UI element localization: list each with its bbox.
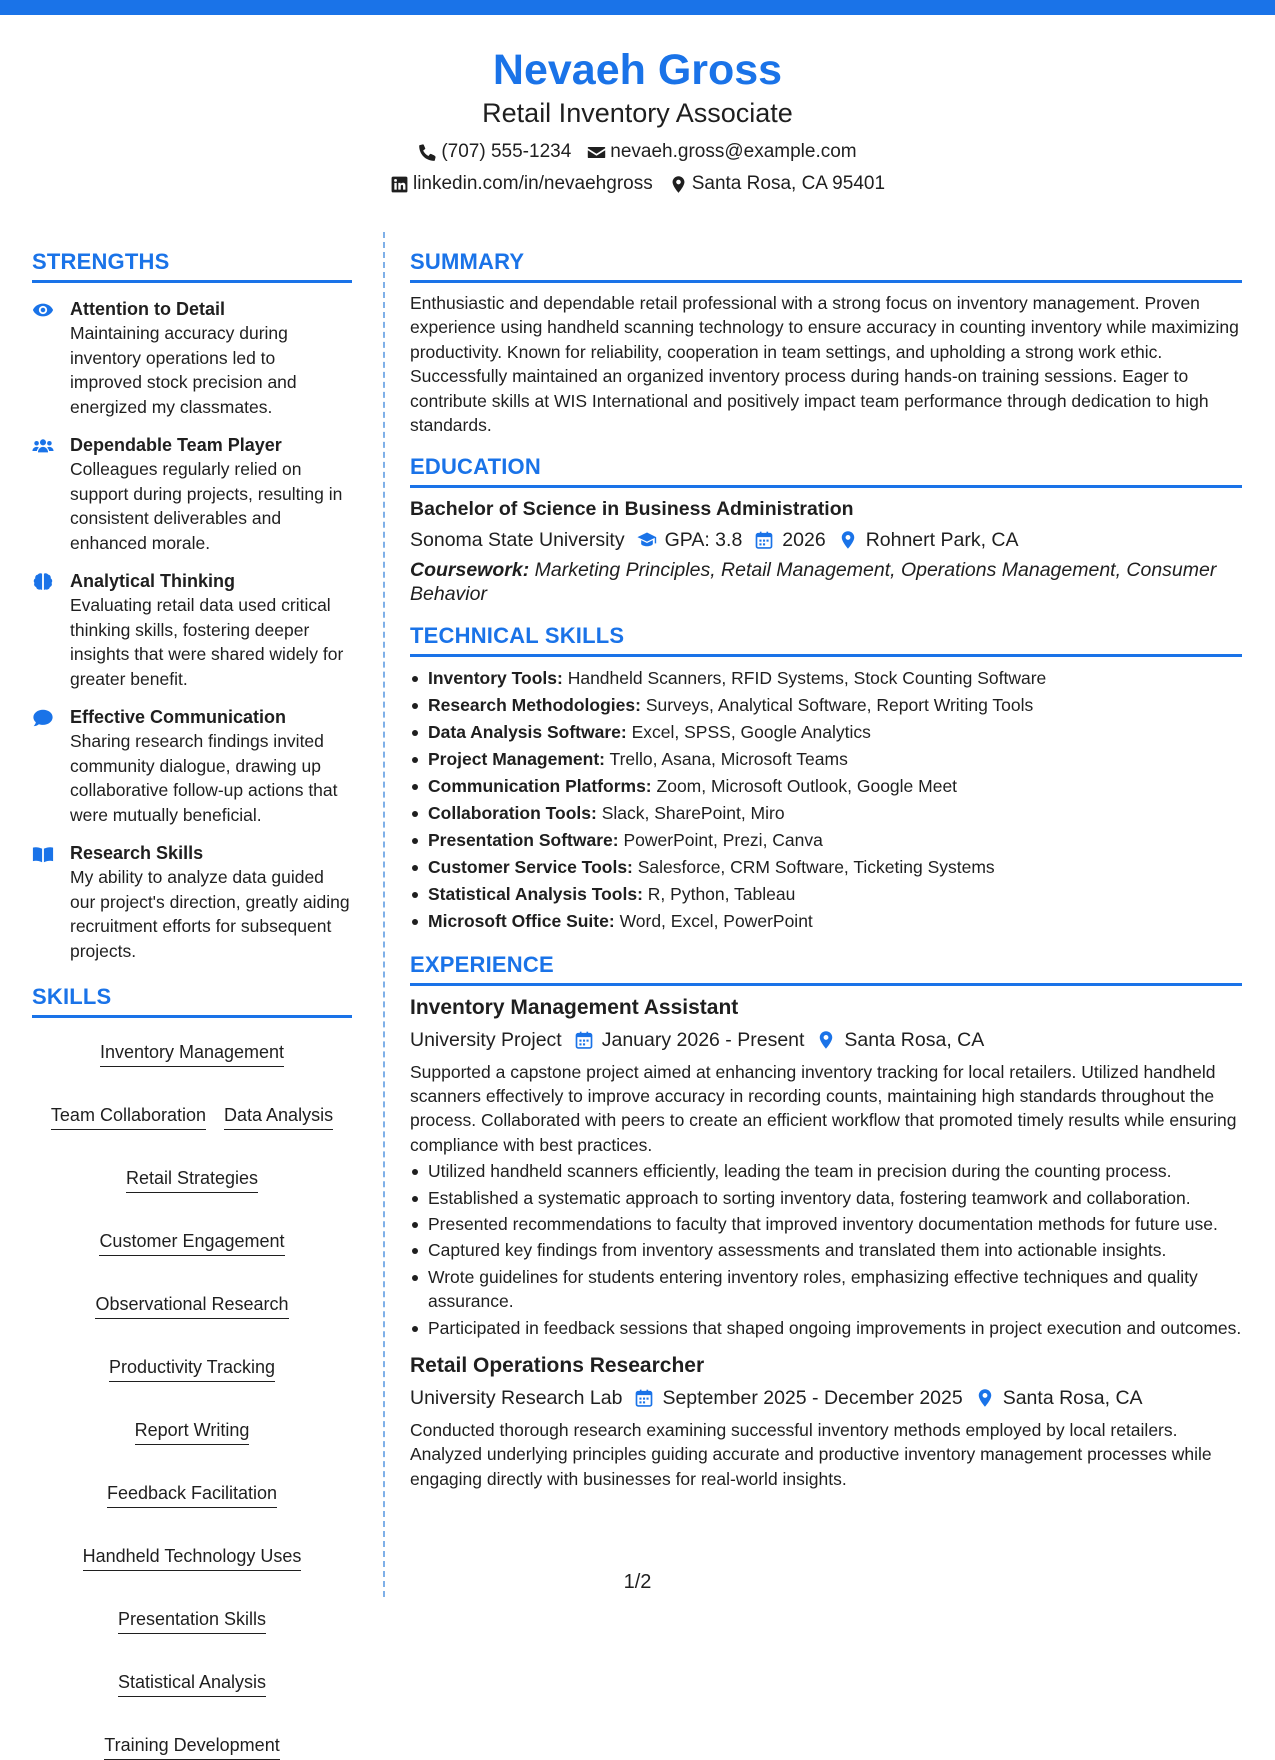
strength-item — [32, 569, 352, 691]
skill-tag: Customer Engagement — [99, 1229, 284, 1256]
brain-icon — [32, 571, 54, 593]
education-heading: EDUCATION — [410, 453, 1242, 488]
skill-tag: Handheld Technology Uses — [83, 1544, 302, 1571]
strength-title: Attention to Detail — [70, 299, 225, 319]
map-pin-icon — [838, 530, 858, 550]
top-accent-bar — [0, 0, 1275, 15]
users-icon — [32, 435, 54, 457]
summary-heading: SUMMARY — [410, 248, 1242, 283]
list-item: Presented recommendations to faculty that improved inventory documentation methods for future use. — [410, 1212, 1242, 1236]
right-column — [410, 248, 1242, 1491]
calendar-icon — [574, 1030, 594, 1050]
list-item: Customer Service Tools: Salesforce, CRM Software, Ticketing Systems — [410, 854, 1242, 881]
graduation-cap-icon — [637, 530, 657, 550]
phone-contact[interactable] — [418, 140, 571, 164]
job-title: Retail Operations Researcher — [410, 1353, 705, 1377]
strength-item — [32, 705, 352, 827]
job-location: Santa Rosa, CA — [844, 1028, 985, 1051]
linkedin-contact[interactable] — [390, 172, 653, 196]
list-item: Research Methodologies: Surveys, Analytical Software, Report Writing Tools — [410, 692, 1242, 719]
strength-item — [32, 297, 352, 419]
strength-item — [32, 433, 352, 555]
strength-title: Analytical Thinking — [70, 571, 236, 591]
job-description: Supported a capstone project aimed at enhancing inventory tracking for local retailers. Utilized handheld scanners effectively to improve accuracy in recording counts, maintaining high standards throughout the process. Collaborated with peers to create an efficient workflow that promoted timely results while ensuring compliance with best practices. — [410, 1061, 1237, 1155]
skill-tag: Inventory Management — [100, 1040, 284, 1067]
strength-desc: Colleagues regularly relied on support during projects, resulting in consistent deliverables and enhanced morale. — [70, 459, 343, 553]
list-item: Utilized handheld scanners efficiently, leading the team in precision during the counting process. — [410, 1159, 1242, 1183]
list-item: Captured key findings from inventory assessments and translated them into actionable insights. — [410, 1238, 1242, 1262]
job-dates: September 2025 - December 2025 — [662, 1386, 963, 1409]
education-location: Rohnert Park, CA — [865, 529, 1019, 552]
strength-desc: Maintaining accuracy during inventory operations led to improved stock precision and energized my classmates. — [70, 323, 297, 417]
strength-title: Dependable Team Player — [70, 435, 282, 455]
job-dates: January 2026 - Present — [601, 1028, 805, 1051]
strength-item — [32, 841, 352, 963]
calendar-icon — [634, 1388, 654, 1408]
email-contact[interactable] — [587, 140, 856, 164]
email-text: nevaeh.gross@example.com — [610, 141, 857, 162]
book-icon — [32, 843, 54, 865]
education-gpa: GPA: 3.8 — [664, 529, 743, 552]
list-item: Statistical Analysis Tools: R, Python, Tableau — [410, 881, 1242, 908]
job-org: University Project — [410, 1028, 562, 1051]
list-item: Microsoft Office Suite: Word, Excel, PowerPoint — [410, 908, 1242, 935]
education-year: 2026 — [782, 529, 826, 552]
strength-desc: Evaluating retail data used critical thinking skills, fostering deeper insights that were shared widely for greater benefit. — [70, 595, 344, 689]
list-item: Collaboration Tools: Slack, SharePoint, Miro — [410, 800, 1242, 827]
map-pin-icon — [669, 175, 688, 194]
skill-tag: Presentation Skills — [118, 1607, 266, 1634]
skill-tag: Feedback Facilitation — [107, 1481, 277, 1508]
contact-row-1 — [0, 140, 1275, 164]
column-divider — [383, 232, 385, 1597]
linkedin-text: linkedin.com/in/nevaehgross — [412, 173, 653, 194]
skill-tag: Productivity Tracking — [109, 1355, 275, 1382]
list-item: Project Management: Trello, Asana, Microsoft Teams — [410, 746, 1242, 773]
job-meta — [410, 1384, 1242, 1412]
eye-icon — [32, 299, 54, 321]
map-pin-icon — [816, 1030, 836, 1050]
skills-heading: SKILLS — [32, 983, 352, 1018]
candidate-title: Retail Inventory Associate — [482, 98, 793, 128]
location-text: Santa Rosa, CA 95401 — [691, 173, 886, 194]
job-org: University Research Lab — [410, 1386, 623, 1409]
skill-tag: Report Writing — [135, 1418, 250, 1445]
skill-tag: Observational Research — [95, 1292, 288, 1319]
list-item: Participated in feedback sessions that shaped ongoing improvements in project execution and outcomes. — [410, 1316, 1242, 1340]
technical-skills-list — [410, 665, 1242, 934]
phone-text: (707) 555-1234 — [441, 141, 572, 162]
summary-text: Enthusiastic and dependable retail professional with a strong focus on inventory management. Proven experience using handheld scanning technology to ensure accuracy in counting inventory while maximizing productivity. Known for reliability, cooperation in team settings, and upholding a strong work ethic. Successfully maintained an organized inventory process during hands-on training sessions. Eager to contribute skills at WIS International and positively impact team performance through dedication to high standards. — [410, 293, 1239, 436]
list-item: Established a systematic approach to sorting inventory data, fostering teamwork and collaboration. — [410, 1186, 1242, 1210]
list-item: Communication Platforms: Zoom, Microsoft Outlook, Google Meet — [410, 773, 1242, 800]
job-description: Conducted thorough research examining successful inventory methods employed by local retailers. Analyzed underlying principles guiding accurate and productive inventory management processes while engaging directly with businesses for real-world insights. — [410, 1419, 1212, 1489]
education-coursework — [410, 558, 1242, 606]
map-pin-icon — [975, 1388, 995, 1408]
page-number: 1/2 — [623, 1571, 652, 1593]
education-meta — [410, 526, 1242, 554]
coursework-text: Marketing Principles, Retail Management, Operations Management, Consumer Behavior — [410, 559, 1217, 606]
job-bullets — [410, 1159, 1242, 1340]
job-title: Inventory Management Assistant — [410, 995, 739, 1019]
left-column — [32, 248, 352, 1760]
skill-tag: Retail Strategies — [126, 1166, 258, 1193]
education-degree: Bachelor of Science in Business Administration — [410, 498, 854, 521]
strengths-heading: STRENGTHS — [32, 248, 352, 283]
job-location: Santa Rosa, CA — [1002, 1386, 1143, 1409]
location-contact — [669, 172, 885, 196]
skill-tag: Data Analysis — [224, 1103, 333, 1130]
strength-desc: Sharing research findings invited community dialogue, drawing up collaborative follow-up actions that were mutually beneficial. — [70, 731, 338, 825]
skills-list — [32, 1040, 352, 1760]
linkedin-icon — [390, 175, 409, 194]
experience-heading: EXPERIENCE — [410, 951, 1242, 986]
strength-title: Research Skills — [70, 843, 204, 863]
calendar-icon — [754, 530, 774, 550]
phone-icon — [418, 143, 437, 162]
list-item: Wrote guidelines for students entering inventory roles, emphasizing effective techniques and quality assurance. — [410, 1265, 1242, 1314]
list-item: Data Analysis Software: Excel, SPSS, Google Analytics — [410, 719, 1242, 746]
strength-desc: My ability to analyze data guided our project's direction, greatly aiding recruitment efforts for subsequent projects. — [70, 867, 350, 961]
envelope-icon — [587, 143, 606, 162]
comment-icon — [32, 707, 54, 729]
skill-tag: Statistical Analysis — [118, 1670, 266, 1697]
technical-skills-heading: TECHNICAL SKILLS — [410, 622, 1242, 657]
education-school: Sonoma State University — [410, 529, 625, 552]
contact-row-2 — [0, 172, 1275, 196]
job-meta — [410, 1026, 1242, 1054]
candidate-name: Nevaeh Gross — [492, 46, 783, 94]
strength-title: Effective Communication — [70, 707, 287, 727]
resume-header — [0, 44, 1275, 196]
coursework-label: Coursework: — [410, 559, 530, 582]
list-item: Inventory Tools: Handheld Scanners, RFID Systems, Stock Counting Software — [410, 665, 1242, 692]
list-item: Presentation Software: PowerPoint, Prezi, Canva — [410, 827, 1242, 854]
skill-tag: Training Development — [104, 1733, 279, 1760]
skill-tag: Team Collaboration — [51, 1103, 206, 1130]
